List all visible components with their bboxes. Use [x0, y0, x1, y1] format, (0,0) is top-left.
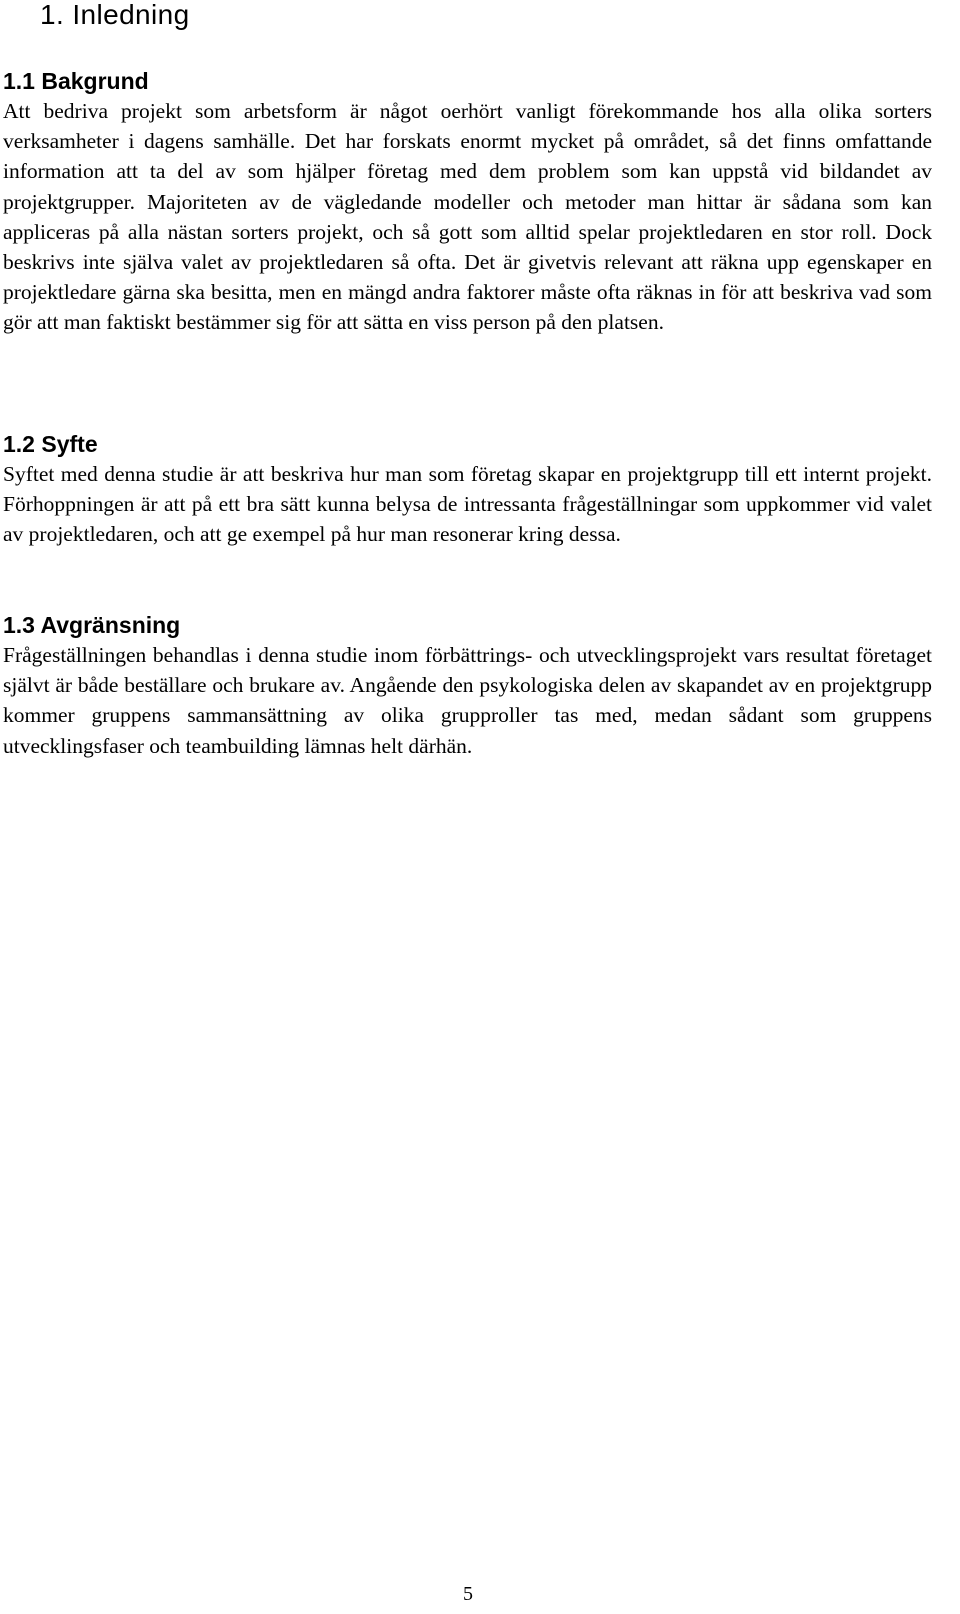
chapter-title: 1. Inledning	[40, 0, 190, 30]
section-paragraph: Frågeställningen behandlas i denna studie inom förbättrings- och utvecklingsprojekt vars resultat företaget självt är både beställare och brukare av. Angående den psykologiska delen av skapandet av en projektgrupp kommer gruppens sammansättning av olika grupproller tas med, medan sådant som gruppens utvecklingsfaser och teambuilding lämnas helt därhän.	[3, 643, 932, 758]
section-paragraph: Att bedriva projekt som arbetsform är något oerhört vanligt förekommande hos alla olika sorters verksamheter i dagens samhälle. Det har forskats enormt mycket på området, så det finns omfattande information att ta del av som hjälper företag med dem problem som kan uppstå vid bildandet av projektgrupper. Majoriteten av de vägledande modeller och metoder man hittar är sådana som kan appliceras på alla nästan sorters projekt, och så gott som alltid spelar projektledaren en stor roll. Dock beskrivs inte själva valet av projektledaren så ofta. Det är givetvis relevant att räkna upp egenskaper en projektledare gärna ska besitta, men en mängd andra faktorer måste ofta räknas in för att beskriva vad som gör att man faktiskt bestämmer sig för att sätta en viss person på den platsen.	[3, 99, 932, 335]
section-bakgrund	[3, 66, 932, 338]
section-syfte	[3, 429, 932, 550]
section-heading: 1.2 Syfte	[3, 431, 98, 457]
section-avgransning	[3, 610, 932, 761]
page-number: 5	[463, 1583, 473, 1605]
section-heading: 1.3 Avgränsning	[3, 612, 181, 638]
section-paragraph: Syftet med denna studie är att beskriva hur man som företag skapar en projektgrupp till ett internt projekt. Förhoppningen är att på ett bra sätt kunna belysa de intressanta frågeställningar som uppkommer vid valet av projektledaren, och att ge exempel på hur man resonerar kring dessa.	[3, 462, 932, 547]
section-heading: 1.1 Bakgrund	[3, 68, 149, 94]
